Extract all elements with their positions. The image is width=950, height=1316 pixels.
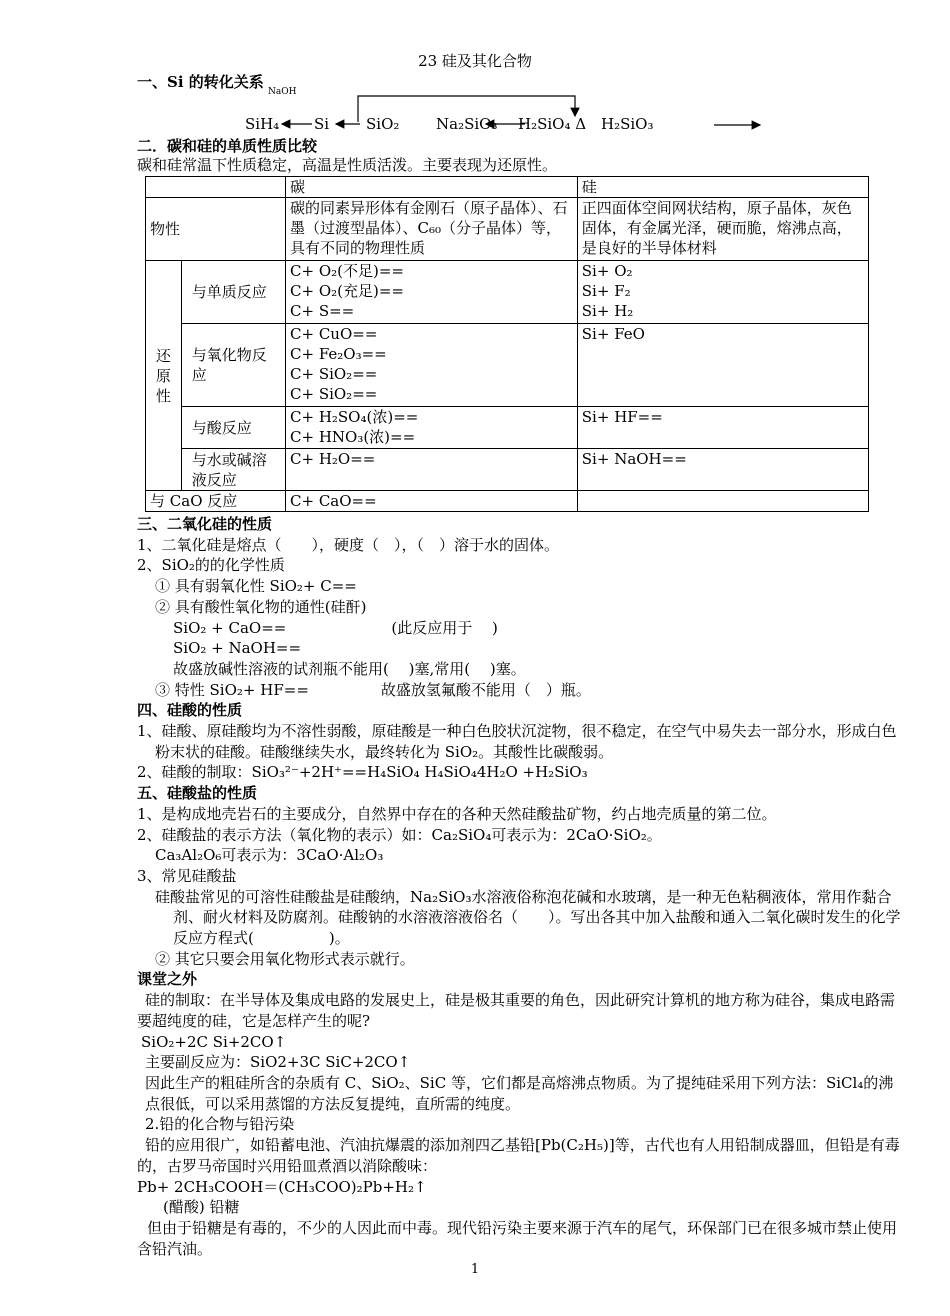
eq-line: C+ S== [290, 302, 355, 320]
sio2-hf-note: 故盛放氢氟酸不能用（ ）瓶。 [380, 680, 591, 699]
cell-water-carbon [286, 449, 578, 491]
silicate-line-4: 3、常见硅酸盐 [137, 866, 237, 885]
naoh-label: NaOH [268, 87, 297, 97]
row-label-reducing: 还原性 [146, 261, 182, 491]
eq-line: C+ H₂O== [290, 450, 376, 468]
sio2-line-6: SiO₂ + NaOH== [173, 639, 302, 658]
eq-line: C+ O₂(不足)== [290, 262, 404, 280]
eq-line: C+ O₂(充足)== [290, 282, 404, 300]
eq-line: C+ Fe₂O₃== [290, 345, 387, 363]
sio2-line-5 [137, 618, 907, 639]
diagram-na2sio3: Na₂SiO₃ [436, 115, 498, 133]
row-label-with-elements: 与单质反应 [181, 261, 285, 324]
table-row-physical [146, 198, 869, 261]
silicate-line-6: ② 其它只要会用氧化物形式表示就行。 [155, 949, 415, 968]
page-title: 23 硅及其化合物 [418, 52, 532, 70]
eq-line: Si+ FeO [581, 325, 645, 343]
row-label-with-cao: 与 CaO 反应 [146, 491, 286, 512]
silicic-line-2: 2、硅酸的制取：SiO₃²⁻+2H⁺==H₄SiO₄ H₄SiO₄4H₂O +H₂SiO₃ [137, 763, 588, 782]
cell-phys-silicon: 正四面体空间网状结构，原子晶体，灰色固体，有金属光泽，硬而脆，熔沸点高，是良好的半导体材料 [577, 198, 868, 261]
cell-acids-silicon [577, 407, 868, 449]
table-row-cao [146, 491, 869, 512]
section4-heading: 四、硅酸的性质 [137, 701, 243, 720]
row-label-with-oxides: 与氧化物反应 [181, 324, 285, 407]
sio2-line-3: ① 具有弱氧化性 SiO₂+ C== [155, 577, 357, 596]
extra-para-3: 因此生产的粗硅所含的杂质有 C、SiO₂、SiC 等，它们都是高熔沸点物质。为了提纯硅采用下列方法：SiCl₄的沸点很低，可以采用蒸馏的方法反复提纯，直所需的纯度。 [145, 1073, 894, 1113]
eq-line: Si+ H₂ [581, 302, 634, 320]
cell-oxides-silicon [577, 324, 868, 407]
eq-line: C+ SiO₂== [290, 365, 378, 383]
sio2-cao-eq: SiO₂ + CaO== [173, 618, 287, 637]
diagram-si: Si [314, 115, 330, 133]
table-corner-cell [146, 177, 286, 198]
extra-eq-2: Pb+ 2CH₃COOH＝(CH₃COO)₂Pb+H₂↑ [137, 1177, 427, 1196]
cell-oxides-carbon [286, 324, 578, 407]
col-header-carbon: 碳 [286, 177, 578, 198]
eq-line: C+ SiO₂== [290, 385, 378, 403]
sio2-line-4: ② 具有酸性氧化物的通性(硅酐) [155, 597, 367, 616]
extra-para-5: 铅的应用很广，如铅蓄电池、汽油抗爆震的添加剂四乙基铅[Pb(C₂H₅)]等，古代也有人用铅制成器皿，但铅是有毒的，古罗马帝国时兴用铅皿煮酒以消除酸味： [137, 1136, 900, 1175]
extra-para-4: 2.铅的化合物与铅污染 [145, 1115, 295, 1134]
eq-line: C+ H₂SO₄(浓)== [290, 408, 419, 426]
eq-line: Si+ HF== [581, 408, 663, 426]
page-number: 1 [470, 1262, 480, 1277]
silicate-line-2: 2、硅酸盐的表示方法（氧化物的表示）如：Ca₂SiO₄可表示为：2CaO·SiO₂。 [137, 825, 662, 844]
table-header-row [146, 177, 869, 198]
silicate-line-5: 硅酸盐常见的可溶性硅酸盐是硅酸纳，Na₂SiO₃水溶液俗称泡花碱和水玻璃，是一种无色粘稠液体，常用作黏合剂、耐火材料及防腐剂。硅酸钠的水溶液溶液俗名（ ）。写出各其中加入盐酸和通入二氧化碳时发生的化学反应方程式( )。 [155, 887, 901, 948]
sio2-cao-use: (此反应用于 ) [391, 618, 498, 637]
extra-para-2: 主要副反应为：SiO2+3C SiC+2CO↑ [145, 1053, 411, 1072]
silicate-line-1: 1、是构成地壳岩石的主要成分，自然界中存在的各种天然硅酸盐矿物，约占地壳质量的第二位。 [137, 804, 777, 823]
table-row-elements [146, 261, 869, 324]
sio2-line-8 [137, 680, 907, 701]
extra-heading: 课堂之外 [137, 970, 198, 989]
col-header-silicon: 硅 [577, 177, 868, 198]
diagram-h2sio4: H₂SiO₄ Δ [518, 115, 587, 133]
section1-heading: 一、Si 的转化关系 [137, 73, 264, 91]
sio2-line-1: 1、二氧化硅是熔点（ ），硬度（ ），（ ）溶于水的固体。 [137, 535, 560, 554]
eq-line: C+ CuO== [290, 325, 378, 343]
cell-water-silicon [577, 449, 868, 491]
silicate-line-3: Ca₃Al₂O₆可表示为：3CaO·Al₂O₃ [155, 846, 384, 865]
cell-elements-carbon [286, 261, 578, 324]
silicic-line-1: 1、硅酸、原硅酸均为不溶性弱酸，原硅酸是一种白色胶状沉淀物，很不稳定，在空气中易失去一部分水，形成白色粉末状的硅酸。硅酸继续失水，最终转化为 SiO₂。其酸性比碳酸弱。 [137, 722, 897, 761]
extra-eq-1: SiO₂+2C Si+2CO↑ [141, 1032, 287, 1051]
cell-cao-carbon: C+ CaO== [286, 491, 578, 512]
sio2-line-2: 2、SiO₂的的化学性质 [137, 556, 285, 575]
section2-heading: 二．碳和硅的单质性质比较 [137, 137, 318, 155]
row-label-physical: 物性 [146, 198, 286, 261]
table-row-oxides [146, 324, 869, 407]
diagram-h2sio3: H₂SiO₃ [601, 115, 654, 133]
row-label-with-acids: 与酸反应 [181, 407, 285, 449]
sio2-hf-eq: ③ 特性 SiO₂+ HF== [155, 680, 309, 699]
section2-intro: 碳和硅常温下性质稳定，高温是性质活泼。主要表现为还原性。 [137, 156, 558, 174]
section3-heading: 三、二氧化硅的性质 [137, 515, 273, 533]
extra-eq-2-note: (醋酸) 铅糖 [163, 1198, 240, 1217]
eq-line: Si+ NaOH== [581, 450, 687, 468]
comparison-table [145, 176, 869, 512]
eq-line: Si+ F₂ [581, 282, 631, 300]
diagram-sih4: SiH₄ [245, 115, 280, 133]
eq-line: C+ HNO₃(浓)== [290, 428, 416, 446]
cell-elements-silicon [577, 261, 868, 324]
cell-cao-silicon [577, 491, 868, 512]
table-row-acids [146, 407, 869, 449]
section5-heading: 五、硅酸盐的性质 [137, 784, 258, 803]
eq-line: Si+ O₂ [581, 262, 633, 280]
table-row-water-alkali [146, 449, 869, 491]
extra-para-6: 但由于铅糖是有毒的，不少的人因此而中毒。现代铅污染主要来源于汽车的尾气，环保部门已在很多城市禁止使用含铅汽油。 [137, 1218, 898, 1258]
cell-phys-carbon: 碳的同素异形体有金刚石（原子晶体）、石墨（过渡型晶体）、C₆₀（分子晶体）等，具有不同的物理性质 [286, 198, 578, 261]
row-label-with-water-alkali: 与水或碱溶液反应 [181, 449, 285, 491]
extra-para-1: 硅的制取：在半导体及集成电路的发展史上，硅是极其重要的角色，因此研究计算机的地方称为硅谷，集成电路需要超纯度的硅，它是怎样产生的呢? [137, 991, 896, 1030]
diagram-sio2: SiO₂ [366, 115, 400, 133]
cell-acids-carbon [286, 407, 578, 449]
sio2-line-7: 故盛放碱性溶液的试剂瓶不能用( )塞,常用( )塞。 [173, 659, 526, 678]
main-content [137, 514, 907, 1259]
